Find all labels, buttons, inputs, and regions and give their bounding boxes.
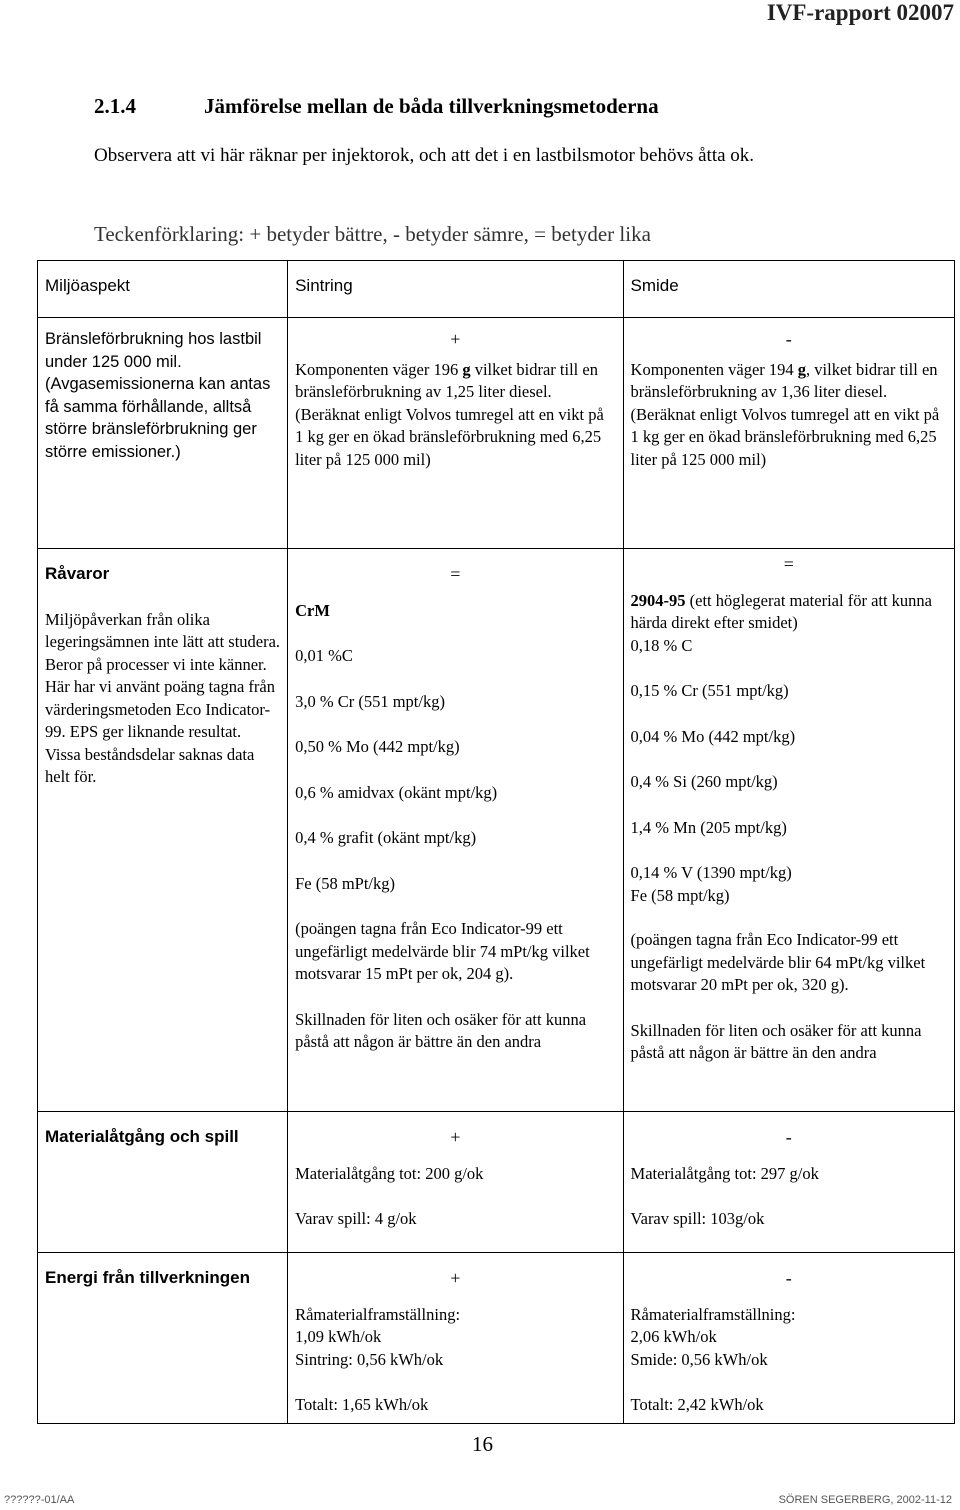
ravaror-sintring-note: (poängen tagna från Eco Indicator-99 ett ungefärligt medelvärde blir 74 mPt/kg vilket motsvarar 15 mPt per ok, 204 g). bbox=[295, 919, 590, 983]
section-number: 2.1.4 bbox=[94, 94, 136, 118]
table-row-ravaror bbox=[38, 549, 955, 1112]
report-title: IVF-rapport 02007 bbox=[766, 0, 954, 25]
ravaror-smide-conclusion: Skillnaden för liten och osäker för att kunna påstå att någon är bättre än den andra bbox=[630, 1020, 922, 1062]
ravaror-smide-cell bbox=[623, 549, 954, 1112]
ravaror-smide-vanadium: 0,14 % V (1390 mpt/kg) bbox=[630, 863, 792, 882]
energy-smide-symbol: - bbox=[785, 1268, 792, 1288]
ravaror-title: Råvaror bbox=[45, 564, 110, 583]
material-label-cell: Materialåtgång och spill bbox=[38, 1112, 288, 1253]
energy-label-cell: Energi från tillverkningen bbox=[38, 1253, 288, 1424]
material-sintring-total: Materialåtgång tot: 200 g/ok bbox=[295, 1163, 484, 1183]
ravaror-smide-note: (poängen tagna från Eco Indicator-99 ett ungefärligt medelvärde blir 64 mPt/kg vilket motsvarar 20 mPt per ok, 320 g). bbox=[630, 930, 926, 994]
comparison-table bbox=[37, 260, 955, 1424]
fuel-sintring-weight-a: Komponenten väger 196 bbox=[295, 359, 463, 379]
table-row-fuel bbox=[38, 318, 955, 549]
energy-smide-raw-value: 2,06 kWh/ok bbox=[630, 1327, 717, 1346]
ravaror-smide-item: 0,04 % Mo (442 mpt/kg) bbox=[630, 726, 796, 746]
fuel-sintring-weight bbox=[295, 359, 615, 404]
material-smide-spill: Varav spill: 103g/ok bbox=[630, 1209, 765, 1228]
ravaror-sintring-item: 0,4 % grafit (okänt mpt/kg) bbox=[295, 828, 477, 847]
fuel-smide-weight bbox=[631, 359, 947, 404]
ravaror-smide-material-desc: (ett höglegerat material för att kunna härda direkt efter smidet) bbox=[630, 590, 933, 632]
ravaror-smide-symbol: = bbox=[783, 554, 794, 574]
fuel-smide-symbol: - bbox=[785, 329, 792, 349]
ravaror-smide-material bbox=[631, 590, 947, 635]
fuel-smide-cell bbox=[623, 318, 954, 549]
energy-sintring-symbol: + bbox=[450, 1268, 461, 1288]
energy-smide-cell bbox=[623, 1253, 954, 1424]
fuel-smide-weight-b: , vilket bidrar till en bränsleförbrukning av 1,36 liter diesel. bbox=[630, 359, 938, 401]
energy-smide-total: Totalt: 2,42 kWh/ok bbox=[630, 1395, 764, 1414]
ravaror-smide-item: 0,4 % Si (260 mpt/kg) bbox=[630, 772, 778, 791]
table-row-energy bbox=[38, 1253, 955, 1424]
material-smide-symbol: - bbox=[785, 1127, 792, 1147]
fuel-smide-weight-a: Komponenten väger 194 bbox=[630, 359, 798, 379]
footer-left: ??????-01/AA bbox=[4, 1494, 75, 1506]
header-sintring: Sintring bbox=[288, 261, 623, 318]
ravaror-sintring-cell bbox=[288, 549, 623, 1112]
ravaror-sintring-item: 0,50 % Mo (442 mpt/kg) bbox=[295, 737, 460, 756]
ravaror-smide-material-code: 2904-95 bbox=[630, 590, 686, 610]
energy-sintring-process: Sintring: 0,56 kWh/ok bbox=[295, 1349, 444, 1369]
header-smide: Smide bbox=[623, 261, 954, 318]
page-number: 16 bbox=[472, 1432, 493, 1456]
material-sintring-symbol: + bbox=[450, 1127, 461, 1147]
material-smide-total: Materialåtgång tot: 297 g/ok bbox=[630, 1163, 819, 1183]
fuel-sintring-symbol: + bbox=[450, 329, 461, 349]
ravaror-smide-item: 1,4 % Mn (205 mpt/kg) bbox=[630, 817, 787, 837]
material-sintring-spill: Varav spill: 4 g/ok bbox=[295, 1209, 417, 1228]
material-sintring-cell bbox=[288, 1112, 623, 1253]
fuel-sintring-cell bbox=[288, 318, 623, 549]
ravaror-sintring-material: CrM bbox=[295, 600, 330, 620]
fuel-smide-weight-unit: g bbox=[797, 359, 807, 379]
ravaror-sintring-item: 3,0 % Cr (551 mpt/kg) bbox=[295, 691, 445, 711]
ravaror-sintring-conclusion: Skillnaden för liten och osäker för att kunna påstå att någon är bättre än den andra bbox=[295, 1009, 587, 1051]
table-row-material bbox=[38, 1112, 955, 1253]
fuel-smide-note: (Beräknat enligt Volvos tumregel att en vikt på 1 kg ger en ökad bränsleförbrukning med 6,25 liter på 125 000 mil) bbox=[630, 404, 940, 469]
ravaror-sintring-item: Fe (58 mPt/kg) bbox=[295, 873, 395, 893]
energy-sintring-raw: Råmaterialframställning: bbox=[295, 1304, 461, 1324]
fuel-label-cell bbox=[38, 318, 288, 549]
section-heading bbox=[94, 94, 659, 119]
header-miljoaspekt: Miljöaspekt bbox=[38, 261, 288, 318]
ravaror-smide-item: 0,15 % Cr (551 mpt/kg) bbox=[630, 681, 789, 700]
ravaror-smide-carbon: 0,18 % C bbox=[630, 635, 693, 655]
legend-text: Teckenförklaring: + betyder bättre, - betyder sämre, = betyder lika bbox=[94, 222, 651, 246]
ravaror-label-cell bbox=[38, 549, 288, 1112]
section-title: Jämförelse mellan de båda tillverkningsmetoderna bbox=[204, 94, 659, 118]
ravaror-sintring-symbol: = bbox=[450, 564, 461, 584]
ravaror-sintring-item: 0,01 %C bbox=[295, 646, 353, 665]
energy-sintring-total: Totalt: 1,65 kWh/ok bbox=[295, 1395, 429, 1414]
energy-sintring-cell bbox=[288, 1253, 623, 1424]
ravaror-description: Miljöpåverkan från olika legeringsämnen inte lätt att studera. Beror på processer vi inte känner. Här har vi använt poäng tagna från värderingsmetoden Eco Indicator-99. EPS ger liknande resultat. Vissa beståndsdelar saknas data helt för. bbox=[45, 609, 281, 786]
material-smide-cell bbox=[623, 1112, 954, 1253]
fuel-sintring-weight-unit: g bbox=[462, 359, 471, 379]
fuel-label-note: (Avgasemissionerna kan antas få samma förhållande, alltså större bränsleförbrukning ger större emissioner.) bbox=[45, 375, 271, 461]
energy-sintring-raw-value: 1,09 kWh/ok bbox=[295, 1327, 382, 1346]
energy-smide-raw: Råmaterialframställning: bbox=[630, 1304, 796, 1324]
fuel-label-main: Bränsleförbrukning hos lastbil under 125 000 mil. bbox=[45, 330, 262, 371]
fuel-sintring-weight-b: vilket bidrar till en bränsleförbrukning av 1,25 liter diesel. bbox=[295, 359, 598, 401]
intro-text: Observera att vi här räknar per injektorok, och att det i en lastbilsmotor behövs åtta ok. bbox=[94, 145, 755, 166]
ravaror-sintring-item: 0,6 % amidvax (okänt mpt/kg) bbox=[295, 782, 498, 802]
footer-right: SÖREN SEGERBERG, 2002-11-12 bbox=[778, 1494, 952, 1506]
table-header-row bbox=[38, 261, 955, 318]
ravaror-smide-iron: Fe (58 mpt/kg) bbox=[630, 885, 730, 905]
energy-smide-process: Smide: 0,56 kWh/ok bbox=[630, 1349, 768, 1369]
fuel-sintring-note: (Beräknat enligt Volvos tumregel att en vikt på 1 kg ger en ökad bränsleförbrukning med 6,25 liter på 125 000 mil) bbox=[295, 404, 604, 469]
